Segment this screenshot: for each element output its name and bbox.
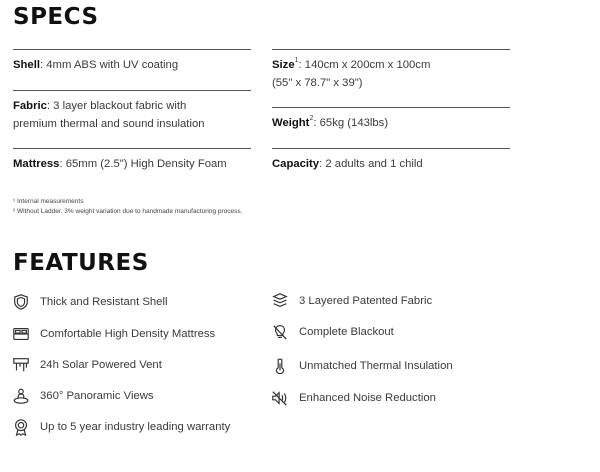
feature-label: 360° Panoramic Views — [40, 390, 154, 402]
feature-label: 24h Solar Powered Vent — [40, 359, 162, 371]
feature-label: Thick and Resistant Shell — [40, 296, 168, 308]
spec-value-cont: (55" x 78.7" x 39") — [272, 77, 363, 89]
spec-label: Fabric — [13, 100, 47, 112]
spec-weight — [272, 114, 388, 132]
spec-label: Weight — [272, 117, 310, 129]
spec-value: : 3 layer blackout fabric with — [46, 100, 187, 112]
feature-label: 3 Layered Patented Fabric — [299, 295, 433, 307]
feature-item — [271, 290, 432, 312]
spec-mattress — [13, 155, 227, 173]
feature-item — [271, 321, 394, 343]
spec-label: Mattress — [13, 158, 60, 170]
spec-label: Capacity — [272, 158, 320, 170]
footnote-1: ¹ Internal measurements — [13, 198, 84, 205]
feature-item — [271, 387, 436, 409]
divider — [13, 90, 251, 91]
mattress-icon — [12, 324, 30, 344]
divider — [13, 49, 251, 50]
shield-icon — [12, 292, 30, 312]
feature-item — [12, 416, 230, 438]
spec-size — [272, 56, 430, 92]
feature-label: Unmatched Thermal Insulation — [299, 360, 453, 372]
blackout-icon — [271, 322, 289, 342]
feature-item — [12, 291, 167, 313]
footnote-marker: 1 — [294, 57, 299, 64]
vent-icon — [12, 355, 30, 375]
footnote-marker: 2 — [309, 115, 314, 122]
spec-value: : 65kg (143lbs) — [313, 117, 389, 129]
feature-label: Complete Blackout — [299, 326, 394, 338]
feature-item — [12, 323, 215, 345]
features-heading: FEATURES — [13, 250, 149, 276]
spec-shell — [13, 56, 178, 74]
feature-item — [12, 354, 162, 376]
speaker-muted-icon — [271, 388, 289, 408]
divider — [13, 148, 251, 149]
layers-icon — [271, 291, 289, 311]
spec-label: Shell — [13, 59, 40, 71]
spec-capacity — [272, 155, 423, 173]
divider — [272, 107, 510, 108]
footnotes — [13, 197, 242, 217]
spec-value: : 65mm (2.5") High Density Foam — [59, 158, 227, 170]
spec-value-cont: premium thermal and sound insulation — [13, 118, 205, 130]
feature-label: Up to 5 year industry leading warranty — [40, 421, 231, 433]
feature-label: Enhanced Noise Reduction — [299, 392, 436, 404]
spec-value: : 4mm ABS with UV coating — [40, 59, 179, 71]
spec-value: : 140cm x 200cm x 100cm — [298, 59, 431, 71]
spec-label: Size — [272, 59, 295, 71]
feature-item — [12, 385, 154, 407]
thermometer-icon — [271, 356, 289, 376]
spec-fabric — [13, 97, 205, 133]
feature-label: Comfortable High Density Mattress — [40, 328, 216, 340]
panorama-person-icon — [12, 386, 30, 406]
feature-item — [271, 355, 453, 377]
specs-heading: SPECS — [13, 4, 99, 30]
divider — [272, 148, 510, 149]
spec-value: : 2 adults and 1 child — [319, 158, 423, 170]
divider — [272, 49, 510, 50]
footnote-2: ² Without Ladder. 3% weight variation due to handmade manufacturing process. — [13, 208, 243, 215]
award-medal-icon — [12, 417, 30, 437]
